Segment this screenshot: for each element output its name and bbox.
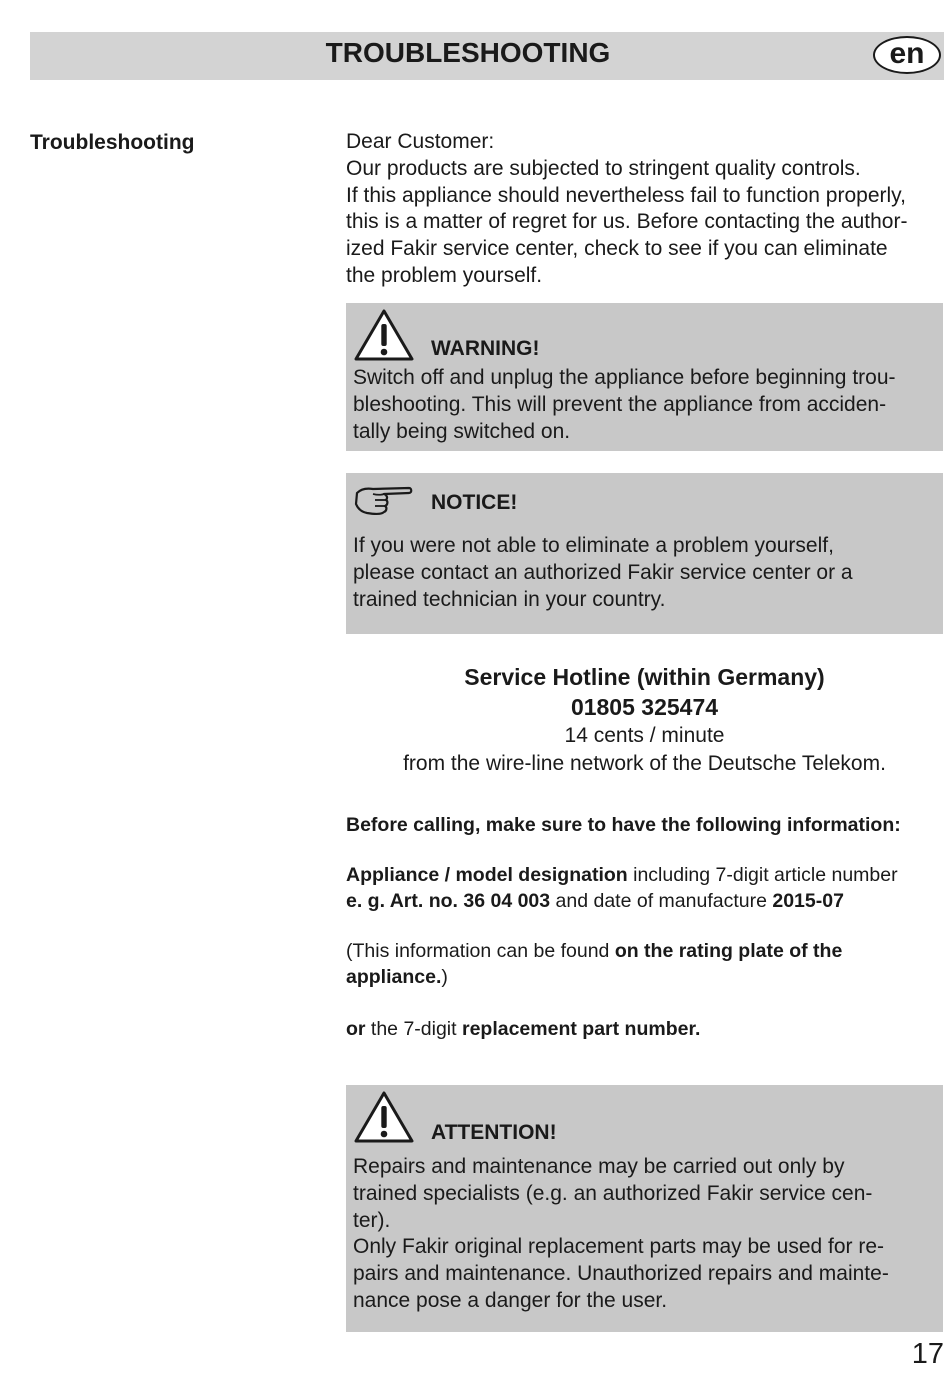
attention-line: pairs and maintenance. Unauthorized repairs and mainte- — [353, 1262, 889, 1286]
or-mid: the 7-digit — [365, 1018, 462, 1040]
notice-line: please contact an authorized Fakir service center or a — [353, 560, 853, 584]
designation-text — [346, 863, 944, 914]
intro-line: Dear Customer: — [346, 130, 495, 153]
found-open: (This information can be found — [346, 940, 615, 962]
or-bold: or — [346, 1018, 366, 1040]
notice-line: If you were not able to eliminate a problem yourself, — [353, 534, 834, 557]
section-label: Troubleshooting — [30, 131, 195, 154]
attention-line: Only Fakir original replacement parts may be used for re- — [353, 1235, 885, 1259]
hotline-number: 01805 325474 — [570, 694, 719, 720]
attention-heading: ATTENTION! — [431, 1121, 557, 1144]
before-calling-heading: Before calling, make sure to have the following information: — [346, 814, 901, 836]
replacement-part-bold: replacement part number. — [461, 1018, 701, 1040]
page-title: TROUBLESHOOTING — [325, 37, 611, 68]
intro-line: this is a matter of regret for us. Before contacting the author- — [346, 210, 908, 234]
warning-text — [353, 365, 933, 445]
hotline-rate: 14 cents / minute — [564, 724, 725, 747]
designation-line — [346, 863, 944, 889]
warning-heading: WARNING! — [431, 337, 540, 360]
attention-text — [353, 1154, 933, 1315]
intro-text — [346, 129, 944, 290]
service-hotline — [346, 662, 943, 778]
found-close: ) — [441, 965, 448, 988]
attention-line: Repairs and maintenance may be carried out only by — [353, 1155, 845, 1178]
warning-triangle-icon — [353, 1090, 415, 1144]
notice-line: trained technician in your country. — [353, 587, 666, 611]
found-bold-2: appliance. — [346, 965, 442, 988]
example-mid: and date of manufacture — [550, 889, 773, 912]
warning-box — [346, 303, 943, 451]
notice-heading: NOTICE! — [431, 491, 518, 514]
attention-line: nance pose a danger for the user. — [353, 1288, 668, 1312]
page-number: 17 — [911, 1338, 944, 1370]
found-bold-1: on the rating plate of the — [614, 940, 843, 962]
example-bold: e. g. Art. no. 36 04 003 — [346, 889, 551, 912]
pointing-hand-icon — [353, 483, 413, 517]
attention-line: ter). — [353, 1208, 391, 1232]
rating-plate-line — [346, 939, 944, 965]
warning-line: bleshooting. This will prevent the appliance from acciden- — [353, 392, 887, 416]
replacement-part-text — [346, 1017, 944, 1043]
intro-line: Our products are subjected to stringent quality controls. — [346, 156, 861, 180]
attention-line: trained specialists (e.g. an authorized Fakir service cen- — [353, 1181, 873, 1205]
intro-line: the problem yourself. — [346, 263, 543, 287]
manufacture-date: 2015-07 — [772, 889, 844, 912]
attention-box — [346, 1085, 943, 1332]
example-line — [346, 889, 944, 915]
notice-box — [346, 473, 943, 634]
designation-bold: Appliance / model designation — [346, 864, 628, 886]
rating-plate-text — [346, 939, 944, 990]
warning-line: tally being switched on. — [353, 419, 571, 443]
hotline-title: Service Hotline (within Germany) — [464, 664, 825, 690]
notice-text — [353, 533, 933, 613]
designation-rest: including 7-digit article number — [627, 864, 898, 886]
language-badge: en — [873, 36, 941, 74]
intro-line: ized Fakir service center, check to see if you can eliminate — [346, 237, 888, 261]
intro-line: If this appliance should nevertheless fail to function properly, — [346, 183, 906, 207]
warning-triangle-icon — [353, 308, 415, 362]
hotline-network: from the wire-line network of the Deutsche Telekom. — [403, 752, 886, 775]
rating-plate-line — [346, 965, 944, 991]
before-calling-text — [346, 813, 944, 839]
warning-line: Switch off and unplug the appliance before beginning trou- — [353, 366, 896, 389]
